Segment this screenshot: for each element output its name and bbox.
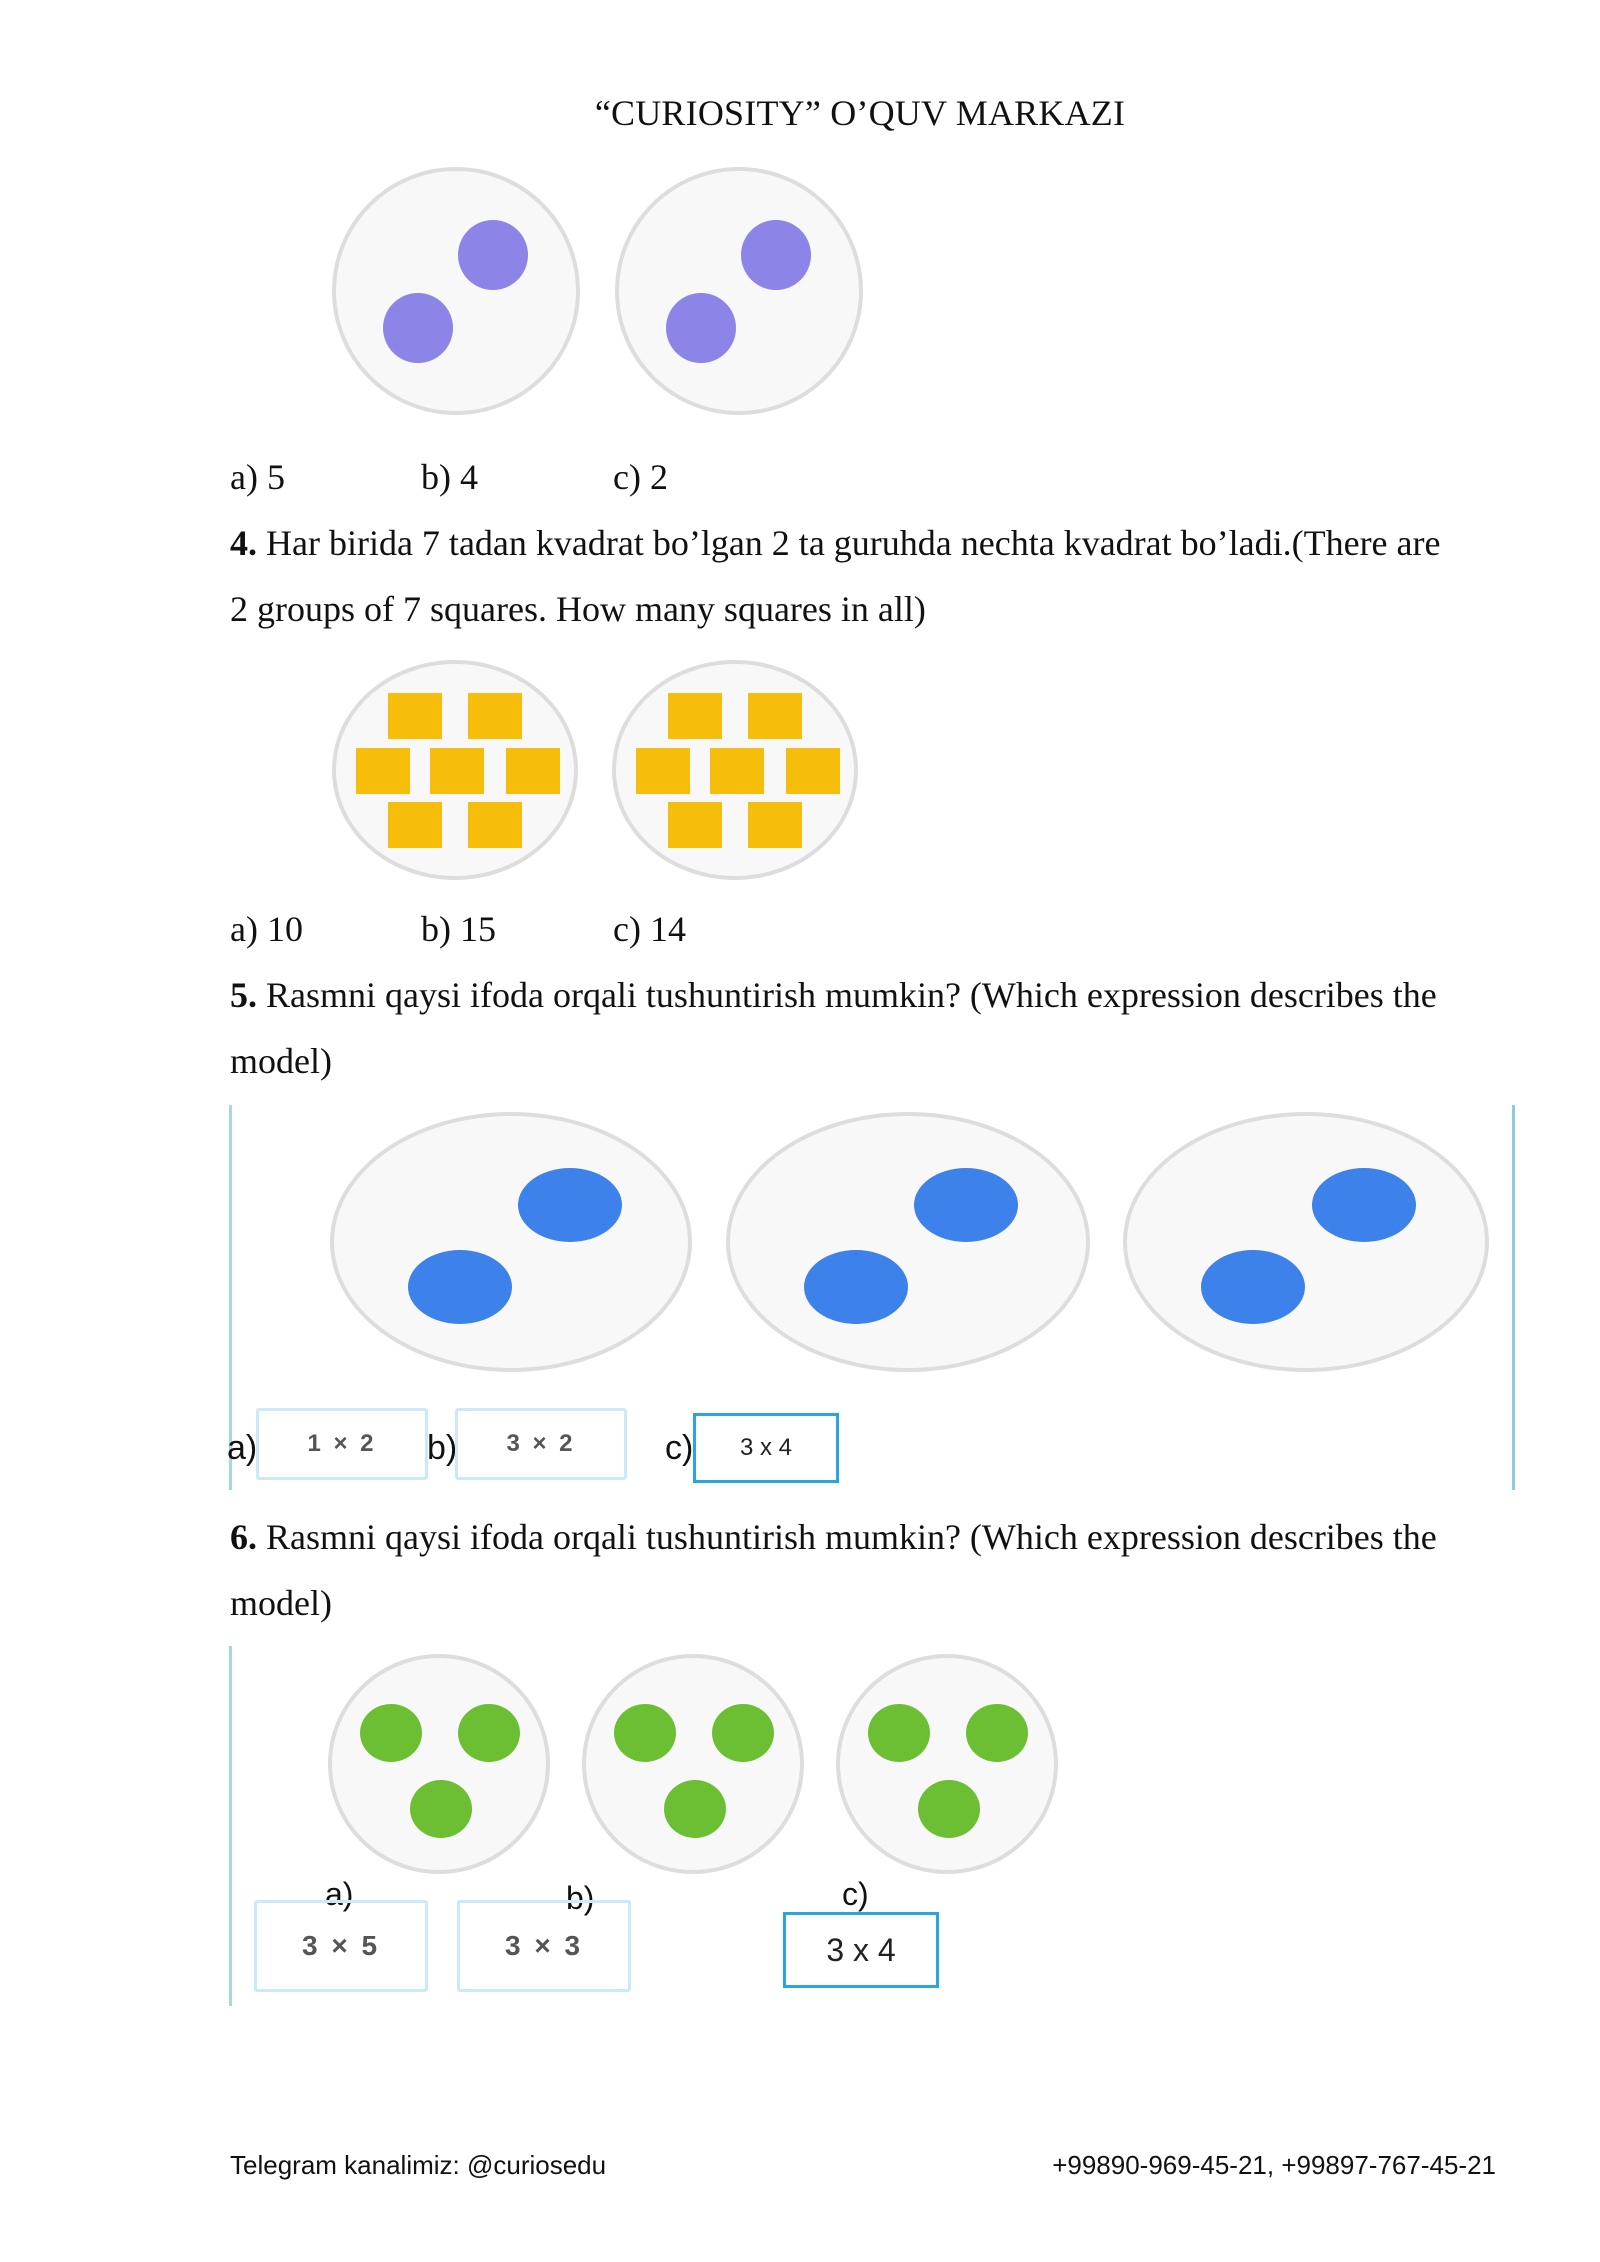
q5-choice-c[interactable]: 3 x 4 [693,1413,839,1483]
q6-label-b: b) [566,1880,595,1916]
q5-number: 5. [230,975,257,1015]
q4-text: Har birida 7 tadan kvadrat bo’lgan 2 ta guruhda nechta kvadrat bo’ladi.(There are [257,523,1441,563]
green-dot [918,1780,980,1838]
q6-choice-a[interactable]: 3 × 5 [254,1900,428,1992]
q6-text: Rasmni qaysi ifoda orqali tushuntirish mumkin? (Which expression describes the [257,1517,1437,1557]
q6-number: 6. [230,1517,257,1557]
purple-dot [666,293,736,363]
yellow-square [668,693,722,739]
frame-left-line [229,1646,232,2006]
page-header: “CURIOSITY” O’QUV MARKAZI [594,93,1126,133]
q4-number: 4. [230,523,257,563]
q5-label-b: b) [427,1429,458,1467]
q5-label-a: a) [227,1429,258,1467]
yellow-square [748,802,802,848]
green-dot [410,1780,472,1838]
q5-question-line2: model) [230,1041,332,1081]
purple-dot [458,220,528,290]
q4-question [230,510,1530,576]
q5-label-c: c) [665,1429,694,1467]
group-circle [612,660,858,880]
q4-question-line2: 2 groups of 7 squares. How many squares in all) [230,589,926,629]
yellow-square [388,693,442,739]
yellow-square [786,748,840,794]
q4-option-b: b) 15 [421,909,496,949]
q4-option-c: c) 14 [613,909,686,949]
group-circle [330,1112,692,1372]
green-dot [458,1704,520,1762]
yellow-square [356,748,410,794]
q5-question [230,962,1530,1028]
yellow-square [506,748,560,794]
q6-question-line2: model) [230,1583,332,1623]
green-dot [360,1704,422,1762]
green-dot [868,1704,930,1762]
blue-dot [1312,1168,1416,1242]
q6-question [230,1504,1530,1570]
purple-dot [383,293,453,363]
q3-option-a: a) 5 [230,457,285,497]
group-circle [328,1654,550,1874]
yellow-square [636,748,690,794]
q6-label-c: c) [842,1876,869,1912]
q6-choice-b[interactable]: 3 × 3 [457,1900,631,1992]
green-dot [664,1780,726,1838]
group-circle [726,1112,1090,1372]
yellow-square [468,693,522,739]
blue-dot [518,1168,622,1242]
yellow-square [668,802,722,848]
group-circle [1123,1112,1489,1372]
purple-dot [741,220,811,290]
yellow-square [388,802,442,848]
group-circle [836,1654,1058,1874]
footer-telegram: Telegram kanalimiz: @curiosedu [230,2150,607,2180]
q6-choice-c[interactable]: 3 x 4 [783,1912,939,1988]
q5-text: Rasmni qaysi ifoda orqali tushuntirish mumkin? (Which expression describes the [257,975,1437,1015]
q4-option-a: a) 10 [230,909,303,949]
blue-dot [1201,1250,1305,1324]
q5-choice-b[interactable]: 3 × 2 [455,1408,627,1480]
q3-option-b: b) 4 [421,457,478,497]
blue-dot [804,1250,908,1324]
footer-phones: +99890-969-45-21, +99897-767-45-21 [1052,2150,1496,2180]
group-circle [332,660,578,880]
q6-label-a: a) [325,1876,354,1912]
frame-right-line [1512,1105,1515,1490]
group-circle [615,167,863,415]
group-circle [582,1654,804,1874]
q5-choice-a[interactable]: 1 × 2 [256,1408,428,1480]
q3-option-c: c) 2 [613,457,668,497]
yellow-square [430,748,484,794]
green-dot [966,1704,1028,1762]
blue-dot [914,1168,1018,1242]
yellow-square [748,693,802,739]
yellow-square [468,802,522,848]
yellow-square [710,748,764,794]
green-dot [712,1704,774,1762]
group-circle [332,167,580,415]
blue-dot [408,1250,512,1324]
green-dot [614,1704,676,1762]
